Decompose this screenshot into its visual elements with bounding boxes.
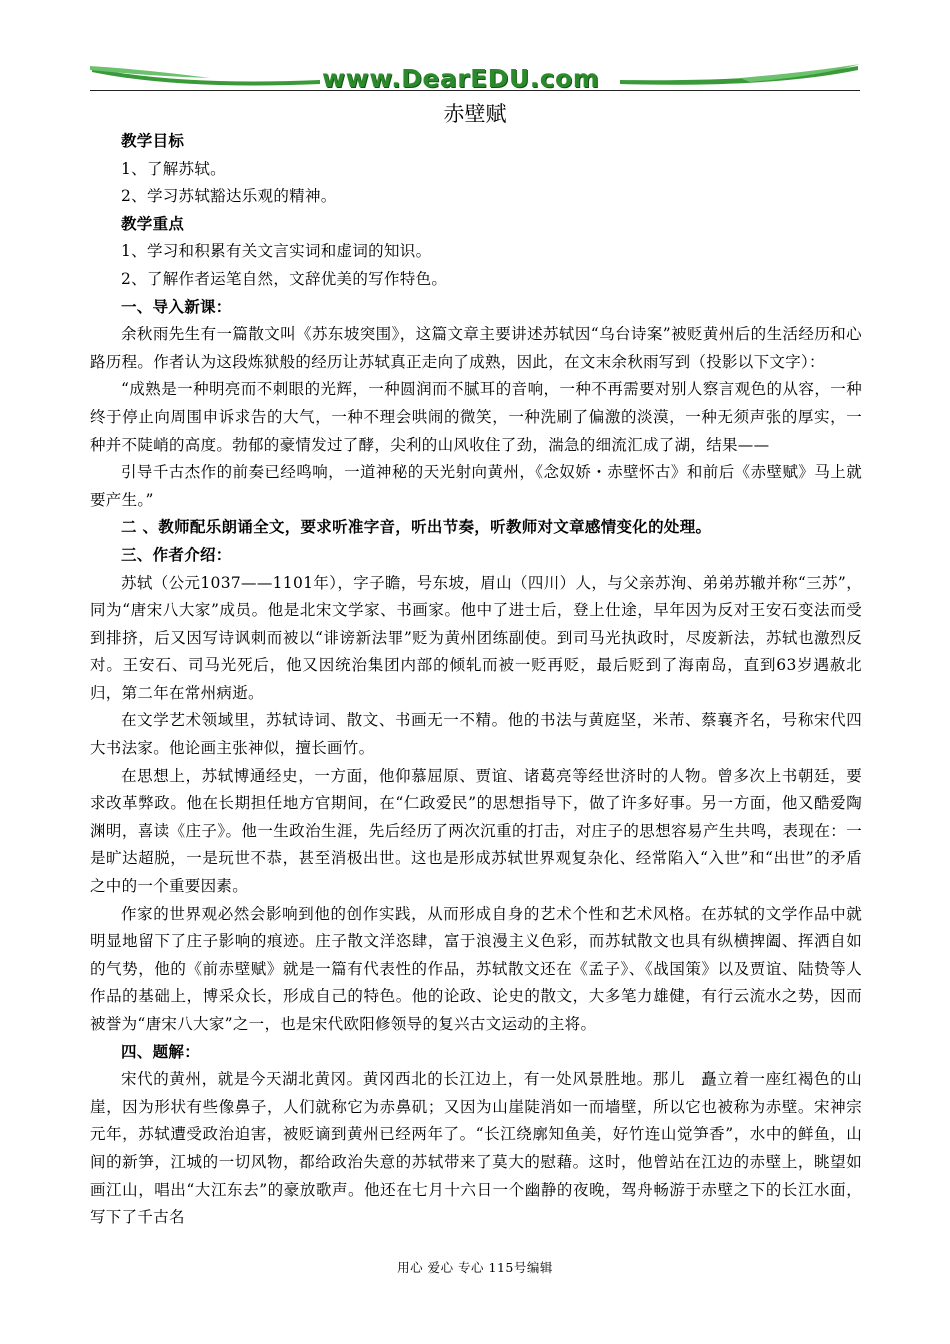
paragraph: 2、了解作者运笔自然，文辞优美的写作特色。 (121, 269, 448, 288)
paragraph: 引导千古杰作的前奏已经鸣响，一道神秘的天光射向黄州，《念奴娇・赤壁怀古》和前后《赤壁赋》马上就要产生。” (90, 463, 862, 509)
paragraph: 1、了解苏轼。 (121, 159, 226, 178)
page-title: 赤壁赋 (443, 102, 507, 126)
site-logo[interactable]: www.DearEDU.com (322, 64, 600, 93)
section-heading: 二 、教师配乐朗诵全文，要求听准字音，听出节奏，听教师对文章感情变化的处理。 (121, 518, 712, 537)
page-footer: 用心 爱心 专心 115号编辑 (397, 1260, 553, 1275)
paragraph: 宋代的黄州，就是今天湖北黄冈。黄冈西北的长江边上，有一处风景胜地。那儿 矗立着一座红褐色的山崖，因为形状有些像鼻子，人们就称它为赤鼻矶；又因为山崖陡消如一而墙壁，所以它也被称为赤壁。宋神宗元年，苏轼遭受政治迫害，被贬谪到黄州已经两年了。“长江绕廓知鱼美，好竹连山觉笋香”，水中的鲜鱼，山间的新笋，江城的一切风物，都给政治失意的苏轼带来了莫大的慰藉。这时，他曾站在江边的赤壁上，眺望如画江山，唱出“大江东去”的豪放歌声。他还在七月十六日一个幽静的夜晚，驾舟畅游于赤壁之下的长江水面，写下了千古名 (90, 1070, 862, 1227)
paragraph: “成熟是一种明亮而不刺眼的光辉，一种圆润而不腻耳的音响，一种不再需要对别人察言观色的从容，一种终于停止向周围申诉求告的大气，一种不理会哄闹的微笑，一种洗刷了偏激的淡漠，一种无须声张的厚实，一种并不陡峭的高度。勃郁的豪情发过了酵，尖利的山风收住了劲，湍急的细流汇成了湖，结果—— (90, 380, 862, 454)
document-body (90, 128, 862, 1232)
paragraph: 2、学习苏轼豁达乐观的精神。 (121, 187, 337, 206)
paragraph: 在文学艺术领域里，苏轼诗词、散文、书画无一不精。他的书法与黄庭坚，米芾、蔡襄齐名，号称宋代四大书法家。他论画主张神似，擅长画竹。 (90, 711, 862, 758)
section-heading: 三、作者介绍： (121, 545, 232, 564)
paragraph: 作家的世界观必然会影响到他的创作实践，从而形成自身的艺术个性和艺术风格。在苏轼的文学作品中就明显地留下了庄子影响的痕迹。庄子散文洋恣肆，富于浪漫主义色彩，而苏轼散文也具有纵横捭阖、挥洒自如的气势，他的《前赤壁赋》就是一篇有代表性的作品，苏轼散文还在《孟子》、《战国策》以及贾谊、陆贽等人作品的基础上，博采众长，形成自己的特色。他的论政、论史的散文，大多笔力雄健，有行云流水之势，因而被誉为“唐宋八大家”之一，也是宋代欧阳修领导的复兴古文运动的主将。 (90, 904, 862, 1033)
section-heading: 四、题解： (121, 1042, 201, 1061)
site-header (90, 56, 860, 96)
paragraph: 苏轼（公元1037——1101年），字子瞻，号东坡，眉山（四川）人，与父亲苏洵、弟弟苏辙并称“三苏”，同为“唐宋八大家”成员。他是北宋文学家、书画家。他中了进士后，登上仕途，早年因为反对王安石变法而受到排挤，后又因写诗讽刺而被以“诽谤新法罪”贬为黄州团练副使。到司马光执政时，尽废新法，苏轼也激烈反对。王安石、司马光死后，他又因统治集团内部的倾轧而被一贬再贬，最后贬到了海南岛，直到63岁遇赦北归，第二年在常州病逝。 (90, 573, 862, 702)
paragraph: 1、学习和积累有关文言实词和虚词的知识。 (121, 242, 432, 261)
paragraph: 余秋雨先生有一篇散文叫《苏东坡突围》，这篇文章主要讲述苏轼因“乌台诗案”被贬黄州后的生活经历和心路历程。作者认为这段炼狱般的经历让苏轼真正走向了成熟，因此，在文末余秋雨写到（投影以下文字）： (90, 325, 862, 371)
section-heading: 一、导入新课： (121, 297, 232, 316)
header-divider (90, 90, 860, 91)
section-heading: 教学目标 (121, 132, 185, 150)
section-heading: 教学重点 (121, 214, 185, 233)
paragraph: 在思想上，苏轼博通经史，一方面，他仰慕屈原、贾谊、诸葛亮等经世济时的人物。曾多次上书朝廷，要求改革弊政。他在长期担任地方官期间，在“仁政爱民”的思想指导下，做了许多好事。另一方面，他又酷爱陶渊明，喜读《庄子》。他一生政治生涯，先后经历了两次沉重的打击，对庄子的思想容易产生共鸣，表现在：一是旷达超脱，一是玩世不恭，甚至消极出世。这也是形成苏轼世界观复杂化、经常陷入“入世”和“出世”的矛盾之中的一个重要因素。 (90, 766, 862, 896)
